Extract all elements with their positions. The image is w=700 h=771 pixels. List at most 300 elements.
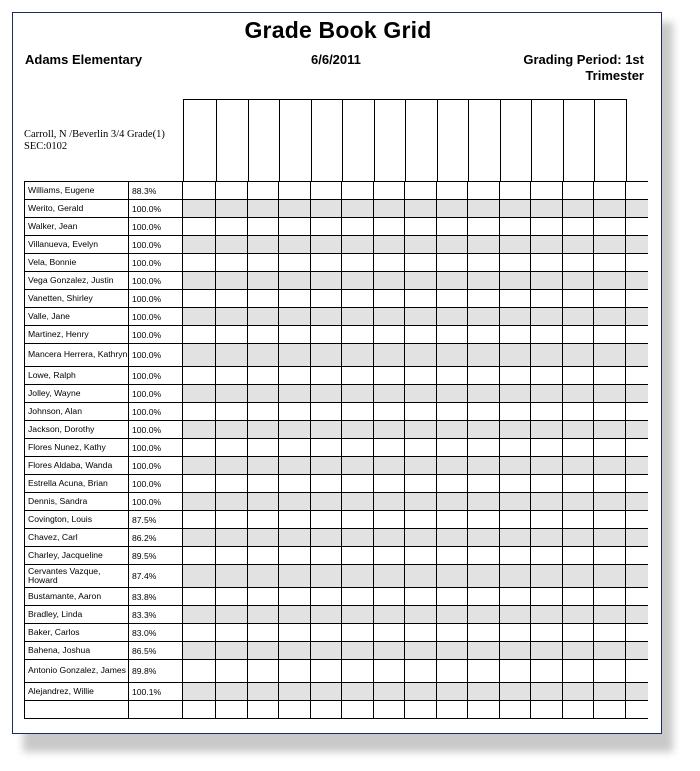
grade-cell <box>405 624 437 641</box>
grade-cell <box>405 236 437 253</box>
teacher-section <box>24 129 184 153</box>
grade-cell <box>342 367 374 384</box>
grade-cell <box>374 493 406 510</box>
grade-cell <box>248 457 280 474</box>
grade-cell <box>216 200 248 217</box>
grade-cell <box>500 588 532 605</box>
grade-cell <box>468 701 500 718</box>
grade-cell <box>500 290 532 307</box>
grade-cell <box>500 272 532 289</box>
grade-cell <box>405 547 437 564</box>
grade-cell <box>437 308 469 325</box>
table-row <box>25 457 648 475</box>
grade-cell <box>531 565 563 587</box>
grade-cell <box>342 493 374 510</box>
grade-book-page <box>12 12 662 734</box>
grade-cell <box>248 326 280 343</box>
grade-cell <box>279 511 311 528</box>
table-row <box>25 642 648 660</box>
student-grade: 87.4% <box>129 565 183 587</box>
grade-cell <box>437 529 469 546</box>
grade-cell <box>468 421 500 438</box>
grade-cell <box>342 403 374 420</box>
teacher-name: Carroll, N /Beverlin 3/4 Grade(1) <box>24 129 165 140</box>
grade-cell <box>279 254 311 271</box>
grade-cell <box>216 385 248 402</box>
grade-cell <box>405 701 437 718</box>
grade-cell <box>279 683 311 700</box>
grade-cell <box>311 701 343 718</box>
grade-cell <box>279 624 311 641</box>
student-grade <box>129 701 183 718</box>
grade-cell <box>311 421 343 438</box>
grade-cell <box>500 683 532 700</box>
grade-cell <box>216 236 248 253</box>
grade-cell <box>437 344 469 366</box>
grade-cell <box>563 565 595 587</box>
table-row <box>25 308 648 326</box>
grade-cell <box>531 606 563 623</box>
table-row <box>25 403 648 421</box>
grade-cell <box>279 660 311 682</box>
grade-cell <box>500 565 532 587</box>
grade-cell <box>405 439 437 456</box>
student-name: Johnson, Alan <box>25 403 129 420</box>
grade-cell <box>374 421 406 438</box>
grade-cell <box>405 272 437 289</box>
grade-cell <box>594 701 626 718</box>
grade-cell <box>374 200 406 217</box>
grade-cell <box>594 606 626 623</box>
grade-cell <box>311 475 343 492</box>
grade-cell <box>437 511 469 528</box>
student-name: Vanetten, Shirley <box>25 290 129 307</box>
table-row <box>25 683 648 701</box>
grade-cell <box>468 606 500 623</box>
grade-cell <box>405 308 437 325</box>
grade-cell <box>248 272 280 289</box>
grade-cell <box>500 326 532 343</box>
grade-cell <box>468 493 500 510</box>
grade-cell <box>531 272 563 289</box>
grade-cell <box>531 511 563 528</box>
grade-cell <box>500 200 532 217</box>
grade-cell <box>279 547 311 564</box>
report-date: 6/6/2011 <box>311 52 361 67</box>
student-grade: 100.0% <box>129 254 183 271</box>
grade-cell <box>405 529 437 546</box>
grade-cell <box>183 642 216 659</box>
grade-cell <box>500 475 532 492</box>
student-grade: 100.0% <box>129 475 183 492</box>
grade-cell <box>342 475 374 492</box>
grade-cell <box>563 308 595 325</box>
grade-cell <box>374 547 406 564</box>
grade-cell <box>279 565 311 587</box>
grade-cell <box>500 344 532 366</box>
student-grade: 100.0% <box>129 200 183 217</box>
assignment-header-cell <box>249 100 281 181</box>
grade-cell <box>311 272 343 289</box>
grade-cell <box>311 367 343 384</box>
grade-cell <box>594 588 626 605</box>
student-grade: 88.3% <box>129 182 183 199</box>
grade-cell <box>279 529 311 546</box>
grade-cell <box>500 439 532 456</box>
grade-cell <box>500 547 532 564</box>
student-grade: 100.0% <box>129 308 183 325</box>
grade-cell <box>279 457 311 474</box>
grade-cell <box>563 660 595 682</box>
grade-cell <box>531 683 563 700</box>
grade-cell <box>437 475 469 492</box>
student-grade: 86.5% <box>129 642 183 659</box>
student-name: Vela, Bonnie <box>25 254 129 271</box>
student-name: Bahena, Joshua <box>25 642 129 659</box>
grade-cell <box>216 624 248 641</box>
grade-cell <box>405 683 437 700</box>
grade-cell <box>311 624 343 641</box>
grade-cell <box>216 403 248 420</box>
student-grade: 100.0% <box>129 367 183 384</box>
grade-cell <box>216 642 248 659</box>
grade-cell <box>405 457 437 474</box>
student-grade: 100.0% <box>129 236 183 253</box>
grade-cell <box>468 511 500 528</box>
grade-cell <box>183 511 216 528</box>
grade-cell <box>342 511 374 528</box>
grade-cell <box>405 218 437 235</box>
grade-cell <box>216 529 248 546</box>
grade-cell <box>248 385 280 402</box>
grade-cell <box>216 547 248 564</box>
grade-cell <box>279 403 311 420</box>
grade-cell <box>279 290 311 307</box>
grade-cell <box>216 421 248 438</box>
student-grade: 100.0% <box>129 344 183 366</box>
grade-cell <box>594 182 626 199</box>
grade-cell <box>311 439 343 456</box>
grade-cell <box>500 511 532 528</box>
grade-cell <box>594 547 626 564</box>
student-name: Jolley, Wayne <box>25 385 129 402</box>
grade-cell <box>563 439 595 456</box>
grade-cell <box>342 182 374 199</box>
table-row <box>25 344 648 367</box>
grade-cell <box>311 642 343 659</box>
grade-cell <box>500 367 532 384</box>
grade-cell <box>311 182 343 199</box>
table-row <box>25 385 648 403</box>
student-name: Antonio Gonzalez, James <box>25 660 129 682</box>
grade-cell <box>279 642 311 659</box>
student-name: Baker, Carlos <box>25 624 129 641</box>
grade-cell <box>248 218 280 235</box>
grade-cell <box>183 547 216 564</box>
grade-cell <box>594 529 626 546</box>
grade-cell <box>531 218 563 235</box>
grade-cell <box>183 326 216 343</box>
grade-cell <box>563 588 595 605</box>
table-row <box>25 565 648 588</box>
grade-cell <box>500 254 532 271</box>
grade-cell <box>563 421 595 438</box>
grade-cell <box>342 439 374 456</box>
grade-cell <box>500 493 532 510</box>
grade-cell <box>405 606 437 623</box>
grade-cell <box>248 493 280 510</box>
grade-cell <box>374 367 406 384</box>
grade-cell <box>468 367 500 384</box>
student-grade: 100.0% <box>129 403 183 420</box>
grade-cell <box>594 439 626 456</box>
grade-cell <box>183 475 216 492</box>
grade-cell <box>216 344 248 366</box>
student-grade: 100.0% <box>129 493 183 510</box>
grade-cell <box>437 683 469 700</box>
grade-cell <box>405 493 437 510</box>
grade-cell <box>531 457 563 474</box>
grade-cell <box>563 367 595 384</box>
grade-cell <box>468 529 500 546</box>
student-name: Williams, Eugene <box>25 182 129 199</box>
grade-cell <box>183 218 216 235</box>
grade-cell <box>374 385 406 402</box>
grade-cell <box>500 701 532 718</box>
grade-table <box>24 181 648 719</box>
student-grade: 89.8% <box>129 660 183 682</box>
grade-cell <box>374 529 406 546</box>
student-grade: 87.5% <box>129 511 183 528</box>
table-row <box>25 367 648 385</box>
grade-cell <box>500 457 532 474</box>
table-row <box>25 606 648 624</box>
grade-cell <box>437 218 469 235</box>
assignment-header-cell <box>312 100 344 181</box>
grade-cell <box>437 272 469 289</box>
grade-cell <box>342 290 374 307</box>
grade-cell <box>279 475 311 492</box>
grade-cell <box>342 642 374 659</box>
grade-cell <box>563 683 595 700</box>
grade-cell <box>563 529 595 546</box>
grade-cell <box>216 218 248 235</box>
grade-cell <box>594 385 626 402</box>
grade-cell <box>531 421 563 438</box>
grade-cell <box>279 308 311 325</box>
grade-cell <box>594 290 626 307</box>
grade-cell <box>311 290 343 307</box>
table-row <box>25 182 648 200</box>
assignment-header-grid <box>183 99 627 181</box>
student-grade: 100.1% <box>129 683 183 700</box>
grading-period <box>484 52 644 84</box>
grade-cell <box>531 236 563 253</box>
grade-cell <box>531 529 563 546</box>
grade-cell <box>531 308 563 325</box>
grade-cell <box>437 326 469 343</box>
grade-cell <box>531 344 563 366</box>
grade-cell <box>437 421 469 438</box>
grade-cell <box>183 588 216 605</box>
grade-cell <box>248 660 280 682</box>
grade-cell <box>563 457 595 474</box>
grade-cell <box>248 624 280 641</box>
grade-cell <box>342 660 374 682</box>
student-name: Dennis, Sandra <box>25 493 129 510</box>
grade-cell <box>468 660 500 682</box>
grade-cell <box>531 182 563 199</box>
grade-cell <box>531 385 563 402</box>
grade-cell <box>183 308 216 325</box>
student-name: Bustamante, Aaron <box>25 588 129 605</box>
table-row <box>25 588 648 606</box>
grade-cell <box>500 308 532 325</box>
grade-cell <box>500 182 532 199</box>
grade-cell <box>437 290 469 307</box>
grade-cell <box>437 660 469 682</box>
grade-cell <box>468 290 500 307</box>
grade-cell <box>374 403 406 420</box>
grade-cell <box>594 565 626 587</box>
grade-cell <box>563 385 595 402</box>
grade-cell <box>594 660 626 682</box>
grade-cell <box>248 588 280 605</box>
grade-cell <box>563 701 595 718</box>
student-name: Jackson, Dorothy <box>25 421 129 438</box>
grade-cell <box>374 272 406 289</box>
student-name: Bradley, Linda <box>25 606 129 623</box>
grade-cell <box>342 200 374 217</box>
grade-cell <box>374 683 406 700</box>
grade-cell <box>183 624 216 641</box>
grade-cell <box>468 642 500 659</box>
grade-cell <box>594 326 626 343</box>
assignment-header-cell <box>343 100 375 181</box>
grade-cell <box>563 547 595 564</box>
grade-cell <box>563 344 595 366</box>
grade-cell <box>374 565 406 587</box>
student-name: Mancera Herrera, Kathryn <box>25 344 129 366</box>
table-row <box>25 547 648 565</box>
grade-cell <box>468 403 500 420</box>
grade-cell <box>183 457 216 474</box>
grade-cell <box>279 701 311 718</box>
grade-cell <box>342 385 374 402</box>
grade-cell <box>374 439 406 456</box>
grade-cell <box>183 254 216 271</box>
grade-cell <box>374 457 406 474</box>
grade-cell <box>342 344 374 366</box>
grade-cell <box>374 344 406 366</box>
grade-cell <box>248 344 280 366</box>
grade-cell <box>437 493 469 510</box>
grade-cell <box>311 326 343 343</box>
grade-cell <box>248 290 280 307</box>
assignment-header-cell <box>280 100 312 181</box>
grade-cell <box>248 367 280 384</box>
grade-cell <box>311 660 343 682</box>
grade-cell <box>531 254 563 271</box>
grade-cell <box>437 547 469 564</box>
grade-cell <box>405 403 437 420</box>
grade-cell <box>531 547 563 564</box>
student-name: Charley, Jacqueline <box>25 547 129 564</box>
grade-cell <box>468 200 500 217</box>
grade-cell <box>468 236 500 253</box>
grade-cell <box>468 683 500 700</box>
grade-cell <box>405 642 437 659</box>
grade-cell <box>374 660 406 682</box>
grade-cell <box>405 475 437 492</box>
grade-cell <box>248 606 280 623</box>
student-name: Chavez, Carl <box>25 529 129 546</box>
grade-cell <box>342 421 374 438</box>
grade-cell <box>374 182 406 199</box>
grade-cell <box>311 529 343 546</box>
grade-cell <box>437 200 469 217</box>
grade-cell <box>374 606 406 623</box>
grade-cell <box>342 606 374 623</box>
grade-cell <box>468 457 500 474</box>
grade-cell <box>216 308 248 325</box>
grade-cell <box>594 457 626 474</box>
grade-cell <box>216 290 248 307</box>
table-row <box>25 529 648 547</box>
table-row <box>25 236 648 254</box>
grade-cell <box>437 367 469 384</box>
grade-cell <box>248 308 280 325</box>
grade-cell <box>531 493 563 510</box>
assignment-header-cell <box>532 100 564 181</box>
grade-cell <box>342 683 374 700</box>
student-grade: 83.0% <box>129 624 183 641</box>
grade-cell <box>405 326 437 343</box>
grade-cell <box>468 326 500 343</box>
student-grade: 89.5% <box>129 547 183 564</box>
grade-cell <box>594 344 626 366</box>
grade-cell <box>531 588 563 605</box>
grade-cell <box>342 272 374 289</box>
grade-cell <box>437 385 469 402</box>
grade-cell <box>342 565 374 587</box>
grade-cell <box>248 529 280 546</box>
grade-cell <box>216 565 248 587</box>
student-name: Walker, Jean <box>25 218 129 235</box>
grade-cell <box>500 624 532 641</box>
table-row <box>25 218 648 236</box>
grade-cell <box>248 547 280 564</box>
grade-cell <box>248 182 280 199</box>
student-name: Villanueva, Evelyn <box>25 236 129 253</box>
grade-cell <box>374 624 406 641</box>
grade-cell <box>405 367 437 384</box>
grade-cell <box>500 385 532 402</box>
grade-cell <box>563 254 595 271</box>
grade-cell <box>342 701 374 718</box>
grade-cell <box>563 290 595 307</box>
grade-cell <box>216 493 248 510</box>
grade-cell <box>311 683 343 700</box>
grade-cell <box>437 565 469 587</box>
grade-cell <box>437 457 469 474</box>
student-grade: 100.0% <box>129 439 183 456</box>
grade-cell <box>531 403 563 420</box>
grading-period-line2: Trimester <box>585 68 644 83</box>
grade-cell <box>437 403 469 420</box>
grade-cell <box>563 475 595 492</box>
table-row <box>25 660 648 683</box>
